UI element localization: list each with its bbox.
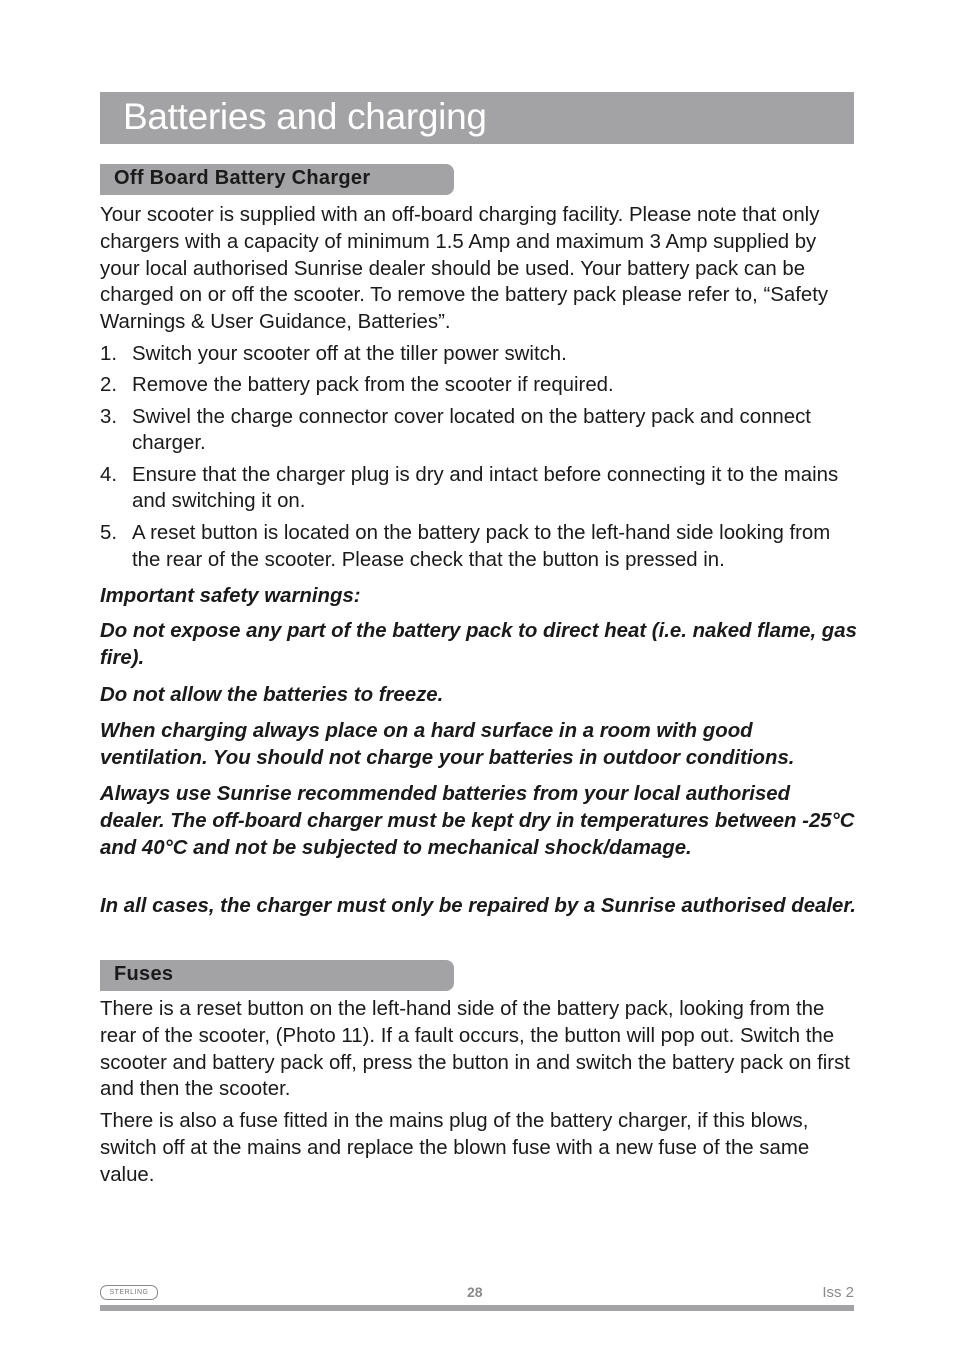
- warning-direct-heat: Do not expose any part of the battery pack to direct heat (i.e. naked flame, gas fire).: [100, 620, 857, 669]
- warning-freeze: Do not allow the batteries to freeze.: [100, 684, 444, 706]
- list-item-number: 4.: [100, 463, 118, 486]
- page-number: 28: [467, 1284, 483, 1300]
- list-item-text: Remove the battery pack from the scooter if required.: [132, 374, 614, 397]
- list-item: [100, 520, 860, 574]
- list-item-text: Switch your scooter off at the tiller power switch.: [132, 343, 567, 365]
- sterling-logo: STERLING: [100, 1285, 158, 1300]
- list-item-text: Swivel the charge connector cover located on the battery pack and connect charger.: [132, 405, 811, 455]
- safety-warnings-heading: Important safety warnings:: [100, 585, 361, 607]
- list-item-number: 5.: [100, 521, 118, 544]
- warning-charging-surface: When charging always place on a hard surface in a room with good ventilation. You should not charge your batteries in outdoor conditions.: [100, 720, 795, 769]
- section-heading-label: Off Board Battery Charger: [114, 167, 371, 189]
- list-item: [100, 341, 860, 368]
- list-item: [100, 404, 860, 458]
- charger-intro-paragraph: Your scooter is supplied with an off-board charging facility. Please note that only chargers with a capacity of minimum 1.5 Amp and maximum 3 Amp supplied by your local authorised Sunrise dealer should be used. Your battery pack can be charged on or off the scooter. To remove the battery pack please refer to, “Safety Warnings & User Guidance, Batteries”.: [100, 204, 829, 334]
- title-bar: [100, 92, 854, 144]
- warning-repairs: In all cases, the charger must only be repaired by a Sunrise authorised dealer.: [100, 895, 856, 917]
- fuses-paragraph-reset: There is a reset button on the left-hand side of the battery pack, looking from the rear of the scooter, (Photo 11). If a fault occurs, the button will pop out. Switch the scooter and battery pack off, press the button in and switch the battery pack on first and then the scooter.: [100, 998, 850, 1101]
- issue-label: Iss 2: [822, 1284, 854, 1301]
- list-item-text: A reset button is located on the battery pack to the left-hand side looking from the rear of the scooter. Please check that the button is pressed in.: [132, 521, 831, 571]
- list-item-text: Ensure that the charger plug is dry and intact before connecting it to the mains and switching it on.: [132, 463, 839, 513]
- list-item: [100, 372, 860, 399]
- charging-steps-list: [100, 341, 860, 573]
- fuses-paragraph-mains: There is also a fuse fitted in the mains plug of the battery charger, if this blows, switch off at the mains and replace the blown fuse with a new fuse of the same value.: [100, 1110, 810, 1186]
- section-heading-charger: [100, 164, 454, 195]
- list-item-number: 3.: [100, 405, 118, 428]
- list-item-number: 2.: [100, 374, 118, 397]
- list-item: [100, 462, 860, 516]
- page-title: Batteries and charging: [123, 96, 487, 137]
- list-item-number: 1.: [100, 343, 118, 365]
- section-heading-label: Fuses: [114, 963, 174, 985]
- footer-divider: [100, 1305, 854, 1311]
- warning-recommended-batteries: Always use Sunrise recommended batteries from your local authorised dealer. The off-board charger must be kept dry in temperatures between -25°C and 40°C and not be subjected to mechanical shock/damage.: [100, 783, 855, 859]
- section-heading-fuses: [100, 960, 454, 991]
